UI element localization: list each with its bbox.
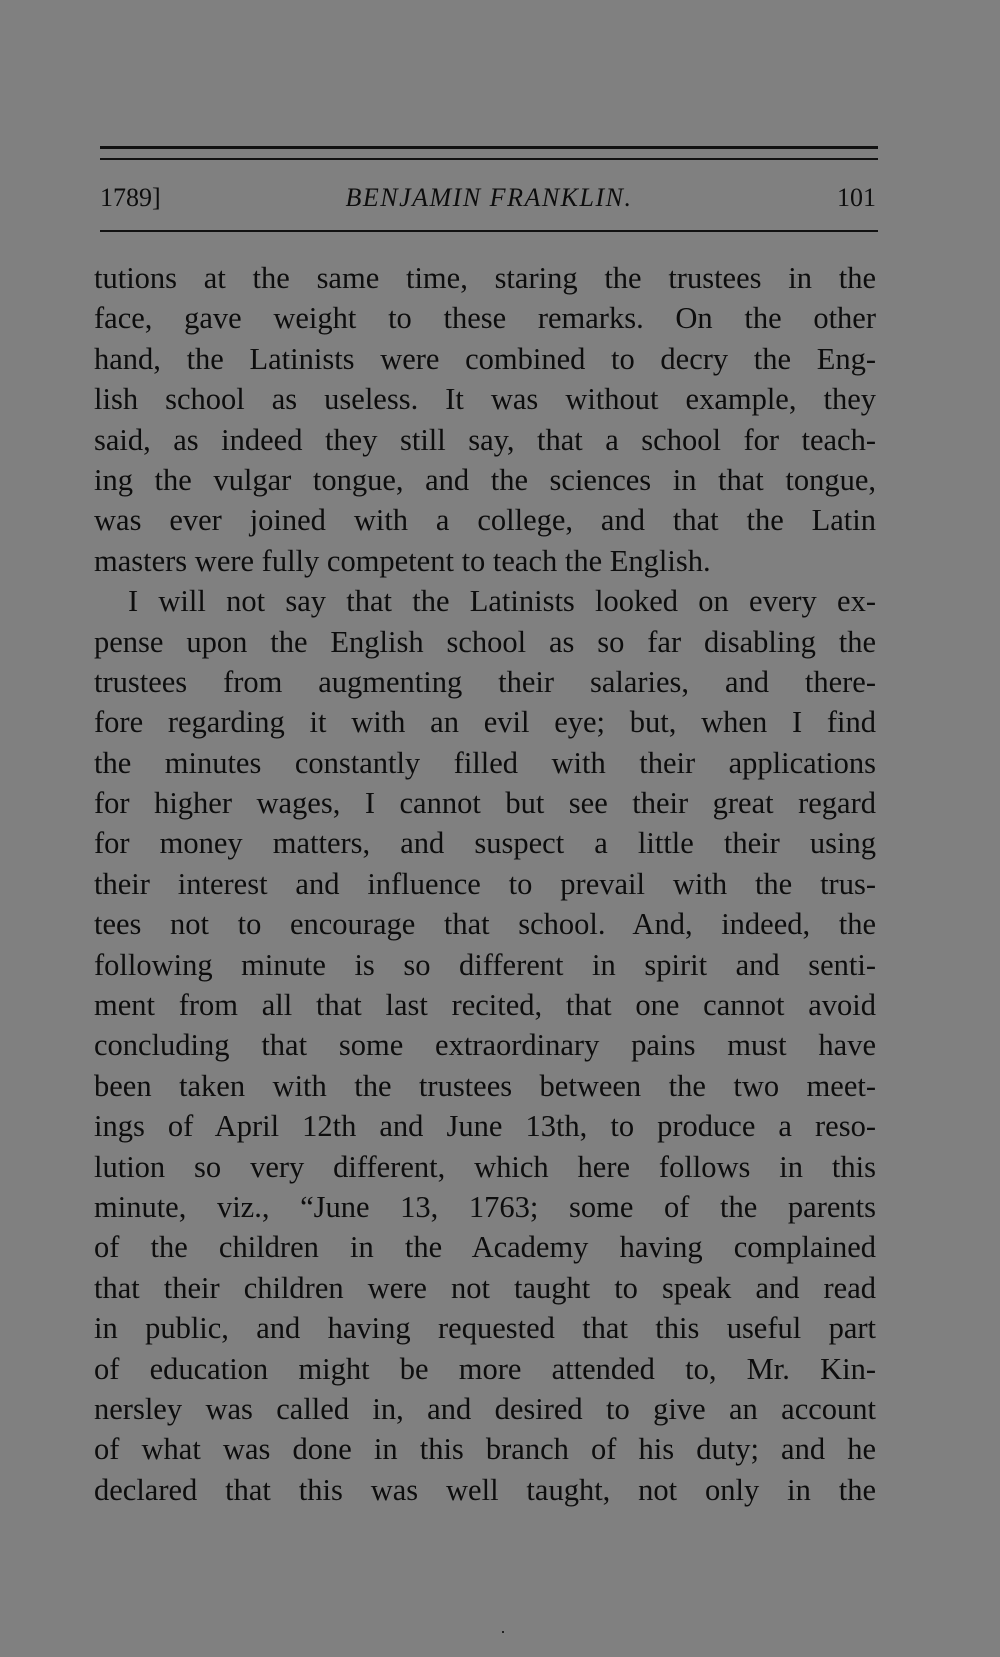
- text-line: hand, the Latinists were combined to decry the Eng-: [94, 341, 876, 376]
- text-line: nersley was called in, and desired to give an account: [94, 1391, 876, 1426]
- text-line: minute, viz., “June 13, 1763; some of the parents: [94, 1189, 876, 1224]
- text-line: tutions at the same time, staring the trustees in the: [94, 261, 876, 295]
- text-line: in public, and having requested that this useful part: [94, 1311, 876, 1346]
- text-line: said, as indeed they still say, that a school for teach-: [94, 422, 876, 457]
- text-line: declared that this was well taught, not only in the: [94, 1472, 876, 1507]
- text-line: pense upon the English school as so far disabling the: [94, 624, 876, 659]
- header-rule-bottom: [100, 230, 878, 232]
- body-text: [94, 258, 876, 1510]
- running-head: [100, 176, 878, 220]
- header-rule-top: [100, 146, 878, 149]
- text-line: I will not say that the Latinists looked on every ex-: [128, 584, 876, 619]
- text-line: their interest and influence to prevail with the trus-: [94, 866, 876, 901]
- page-number: 101: [837, 183, 876, 212]
- text-line: for money matters, and suspect a little their using: [94, 826, 876, 861]
- text-line: been taken with the trustees between the two meet-: [94, 1068, 876, 1103]
- text-line: concluding that some extraordinary pains must have: [94, 1028, 876, 1063]
- text-line: of the children in the Academy having complained: [94, 1230, 876, 1265]
- text-line: of education might be more attended to, Mr. Kin-: [94, 1351, 876, 1386]
- text-line: fore regarding it with an evil eye; but, when I find: [94, 705, 876, 740]
- text-line: ings of April 12th and June 13th, to produce a reso-: [94, 1109, 876, 1144]
- text-line: for higher wages, I cannot but see their great regard: [94, 786, 876, 821]
- text-line: was ever joined with a college, and that the Latin: [94, 503, 876, 538]
- paragraph-1: [94, 258, 876, 581]
- text-line: trustees from augmenting their salaries, and there-: [94, 664, 876, 699]
- text-line: that their children were not taught to speak and read: [94, 1270, 876, 1305]
- text-line: tees not to encourage that school. And, indeed, the: [94, 907, 876, 942]
- text-line: face, gave weight to these remarks. On the other: [94, 301, 876, 336]
- running-head-year: 1789]: [100, 183, 161, 212]
- text-line: lish school as useless. It was without example, they: [94, 382, 876, 417]
- text-line: ment from all that last recited, that one cannot avoid: [94, 988, 876, 1023]
- text-line: following minute is so different in spirit and senti-: [94, 947, 876, 982]
- text-line: lution so very different, which here follows in this: [94, 1149, 876, 1184]
- print-speck: [502, 1631, 504, 1633]
- header-rule-second: [100, 158, 878, 160]
- text-line: masters were fully competent to teach the English.: [94, 543, 711, 578]
- running-head-title: BENJAMIN FRANKLIN.: [345, 183, 633, 212]
- text-line: ing the vulgar tongue, and the sciences in that tongue,: [94, 462, 876, 497]
- paragraph-2: [94, 581, 876, 1510]
- text-line: the minutes constantly filled with their applications: [94, 745, 876, 780]
- text-line: of what was done in this branch of his duty; and he: [94, 1432, 876, 1467]
